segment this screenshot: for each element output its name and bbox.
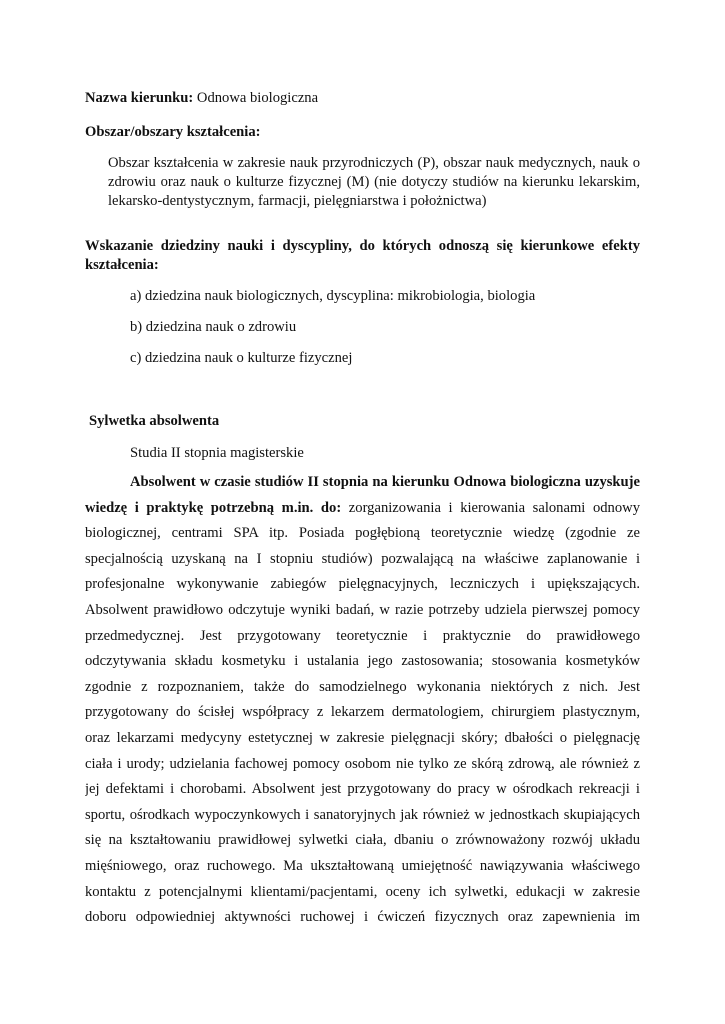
program-name-label: Nazwa kierunku: — [85, 90, 194, 106]
areas-text — [108, 154, 640, 211]
profile-line: przygotowany do ścisłej współpracy z lekarzem dermatologiem, chirurgiem plastycznym, — [85, 704, 640, 721]
discipline-item: b) dziedzina nauk o zdrowiu — [130, 319, 297, 335]
profile-line: się na kształtowaniu prawidłowej sylwetki ciała, dbaniu o zrównoważony rozwój układu — [85, 832, 640, 849]
profile-line: ciała i urody; udzielania fachowej pomocy osobom nie tylko ze skórą zdrową, ale również z — [85, 755, 640, 772]
profile-line: profesjonalne wykonywanie zabiegów pielęgnacyjnych, leczniczych i upiększających. — [85, 576, 640, 593]
areas-heading: Obszar/obszary kształcenia: — [85, 124, 261, 140]
profile-line: doboru odpowiedniej aktywności ruchowej i ćwiczeń fizycznych oraz zapewnienia im — [85, 909, 640, 926]
profile-line: przedmedycznej. Jest przygotowany teoretycznie i praktycznie do prawidłowego — [85, 627, 640, 644]
profile-line: jej defektami i chorobami. Absolwent jest przygotowany do pracy w ośrodkach rekreacji i — [85, 781, 640, 798]
profile-intro-bold: Absolwent w czasie studiów II stopnia na kierunku Odnowa biologiczna uzyskuje — [130, 474, 640, 490]
discipline-item: c) dziedzina nauk o kulturze fizycznej — [130, 350, 353, 366]
disciplines-heading-line: kształcenia: — [85, 257, 159, 273]
profile-line: mięśniowego, oraz ruchowego. Ma ukształtowaną umiejętność nawiązywania właściwego — [85, 857, 640, 874]
profile-line: oraz lekarzami medycyny estetycznej w zakresie pielęgnacji skóry; dbałości o pielęgnację — [85, 729, 640, 746]
profile-line — [85, 496, 640, 522]
profile-line: kontaktu z potencjalnymi klientami/pacjentami, oceny ich sylwetki, edukacji w zakresie — [85, 883, 640, 900]
profile-paragraph — [85, 470, 640, 931]
areas-line: lekarsko-dentystycznym, farmacji, pielęgniarstwa i położnictwa) — [108, 193, 487, 209]
areas-line: Obszar kształcenia w zakresie nauk przyrodniczych (P), obszar nauk medycznych, nauk o — [108, 155, 640, 171]
discipline-item: a) dziedzina nauk biologicznych, dyscyplina: mikrobiologia, biologia — [130, 288, 536, 304]
profile-line: biologicznej, centrami SPA itp. Posiada pogłębioną teoretycznie wiedzę (zgodnie ze — [85, 525, 640, 542]
profile-heading: Sylwetka absolwenta — [89, 413, 220, 429]
profile-line-text: zorganizowania i kierowania salonami odnowy — [341, 499, 640, 516]
disciplines-heading-line: Wskazanie dziedziny nauki i dyscypliny, do których odnoszą się kierunkowe efekty — [85, 238, 640, 254]
study-level: Studia II stopnia magisterskie — [130, 445, 304, 461]
profile-line — [85, 470, 640, 496]
profile-intro-bold: wiedzę i praktykę potrzebną m.in. do: — [85, 499, 342, 516]
profile-line: sportu, ośrodkach wypoczynkowych i sanatoryjnych jak również w jednostkach skupiających — [85, 806, 640, 823]
disciplines-heading — [85, 237, 640, 275]
profile-line: odczytywania składu kosmetyku i ustalania jego zastosowania; stosowania kosmetyków — [85, 653, 640, 670]
areas-line: zdrowiu oraz nauk o kulturze fizycznej (M) (nie dotyczy studiów na kierunku lekarskim, — [108, 174, 640, 190]
profile-line: zgodnie z rozpoznaniem, także do samodzielnego wykonania niektórych z nich. Jest — [85, 678, 640, 695]
profile-line: Absolwent prawidłowo odczytuje wyniki badań, w razie potrzeby udziela pierwszej pomocy — [85, 601, 640, 618]
program-name-value: Odnowa biologiczna — [193, 90, 319, 106]
program-name — [85, 89, 318, 107]
profile-line: specjalnością uzyskaną na I stopniu studiów) pozwalającą na właściwe zaplanowanie i — [85, 550, 640, 567]
